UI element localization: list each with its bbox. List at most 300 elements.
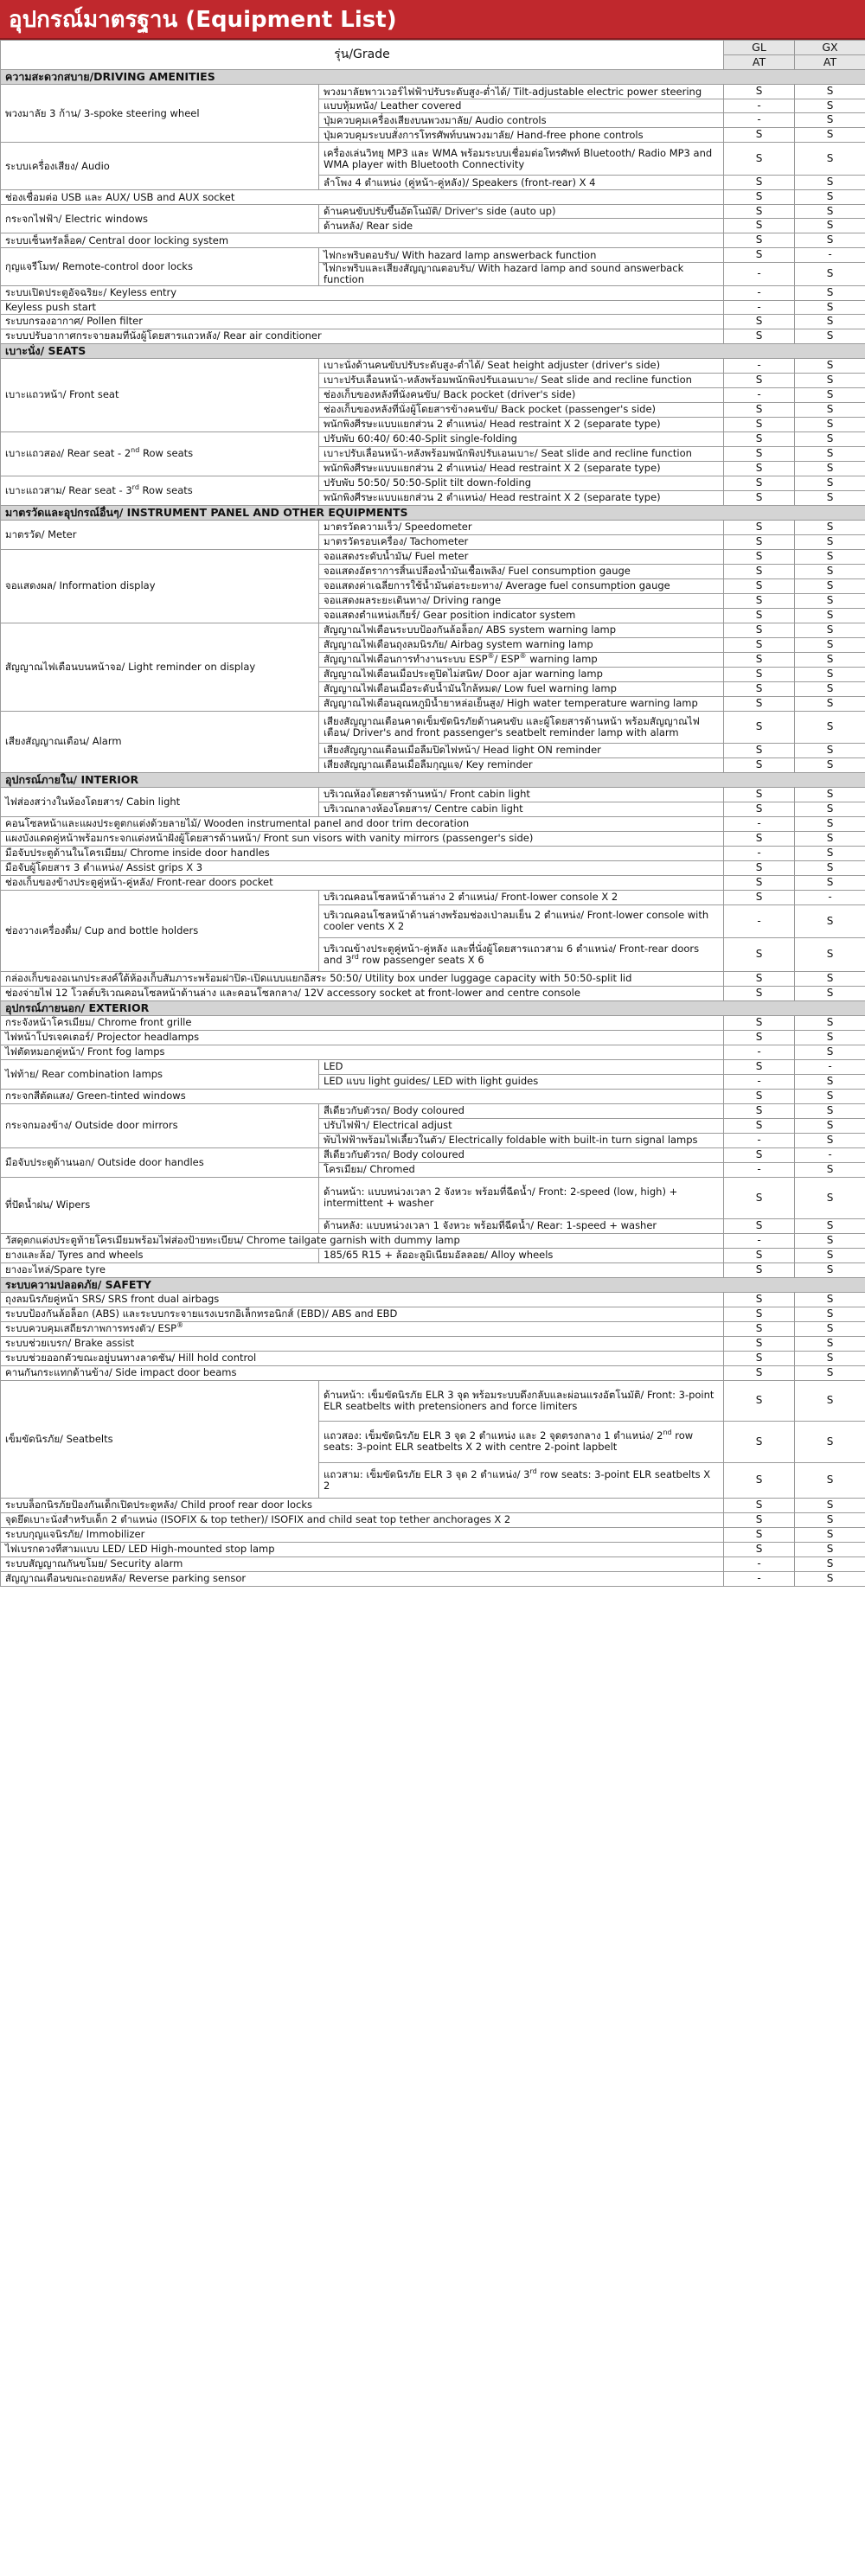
gx-value: S	[795, 652, 865, 667]
feature-category: ถุงลมนิรภัยคู่หน้า SRS/ SRS front dual airbags	[1, 1292, 724, 1307]
feature-detail: สีเดียวกับตัวรถ/ Body coloured	[319, 1103, 724, 1118]
feature-row	[1, 1380, 865, 1421]
feature-row	[1, 1512, 865, 1527]
feature-detail: ปรับพับ 60:40/ 60:40-Split single-folding	[319, 431, 724, 446]
gx-value: S	[795, 667, 865, 681]
feature-category: กระจังหน้าโครเมียม/ Chrome front grille	[1, 1015, 724, 1030]
gx-value: S	[795, 681, 865, 696]
feature-category: เสียงสัญญาณเตือน/ Alarm	[1, 711, 319, 772]
trim-gx: AT	[795, 55, 865, 70]
gx-value: S	[795, 233, 865, 248]
gl-value: S	[724, 1118, 795, 1133]
gl-value: S	[724, 417, 795, 431]
gx-value: S	[795, 113, 865, 128]
feature-row	[1, 1498, 865, 1512]
feature-detail: LED	[319, 1059, 724, 1074]
gl-value: S	[724, 476, 795, 490]
gx-value: S	[795, 190, 865, 205]
gx-value: S	[795, 1015, 865, 1030]
gx-value: S	[795, 373, 865, 387]
feature-row	[1, 205, 865, 219]
gl-value: S	[724, 652, 795, 667]
feature-category: ไฟหน้าโปรเจคเตอร์/ Projector headlamps	[1, 1030, 724, 1045]
gx-value: S	[795, 860, 865, 875]
feature-category: กระจกไฟฟ้า/ Electric windows	[1, 205, 319, 233]
feature-row	[1, 520, 865, 534]
feature-detail: ไฟกะพริบและเสียงสัญญาณตอบรับ/ With hazard lamp and sound answerback function	[319, 263, 724, 286]
gx-value: S	[795, 875, 865, 890]
feature-row	[1, 1030, 865, 1045]
feature-row	[1, 300, 865, 314]
gl-value: S	[724, 875, 795, 890]
feature-category: ระบบควบคุมเสถียรภาพการทรงตัว/ ESP®	[1, 1321, 724, 1336]
feature-detail: เบาะปรับเลื่อนหน้า-หลังพร้อมพนักพิงปรับเอนเบาะ/ Seat slide and recline function	[319, 373, 724, 387]
gl-value: -	[724, 113, 795, 128]
gx-value: S	[795, 986, 865, 1000]
section-title: เบาะนั่ง/ SEATS	[1, 343, 865, 358]
gl-value: S	[724, 520, 795, 534]
gx-value: S	[795, 1074, 865, 1089]
gl-value: S	[724, 402, 795, 417]
gl-value: S	[724, 608, 795, 623]
trim-gl: AT	[724, 55, 795, 70]
gx-value: S	[795, 1089, 865, 1103]
gl-value: -	[724, 816, 795, 831]
feature-category: มือจับผู้โดยสาร 3 ตำแหน่ง/ Assist grips X 3	[1, 860, 724, 875]
gx-value: S	[795, 1498, 865, 1512]
gl-value: S	[724, 1059, 795, 1074]
feature-category: กระจกมองข้าง/ Outside door mirrors	[1, 1103, 319, 1147]
gl-value: S	[724, 1103, 795, 1118]
feature-detail: จอแสดงค่าเฉลี่ยการใช้น้ำมันต่อระยะทาง/ Average fuel consumption gauge	[319, 578, 724, 593]
feature-detail: สีเดียวกับตัวรถ/ Body coloured	[319, 1147, 724, 1162]
gl-value: S	[724, 1177, 795, 1218]
gl-value: S	[724, 490, 795, 505]
gx-value: S	[795, 564, 865, 578]
feature-category: กระจกสีตัดแสง/ Green-tinted windows	[1, 1089, 724, 1103]
gl-value: -	[724, 387, 795, 402]
feature-category: แผงบังแดดคู่หน้าพร้อมกระจกแต่งหน้าฝั่งผู้โดยสารด้านหน้า/ Front sun visors with vanity mirrors (passenger's side)	[1, 831, 724, 846]
gl-value: S	[724, 1147, 795, 1162]
gl-value: S	[724, 1015, 795, 1030]
gx-value: S	[795, 402, 865, 417]
equipment-table	[0, 40, 865, 1587]
feature-detail: แถวสาม: เข็มขัดนิรภัย ELR 3 จุด 2 ตำแหน่ง/ 3rd row seats: 3-point ELR seatbelts X 2	[319, 1462, 724, 1498]
gx-value: S	[795, 1030, 865, 1045]
gl-value: -	[724, 300, 795, 314]
feature-row	[1, 1103, 865, 1118]
gl-value: S	[724, 1321, 795, 1336]
gl-value: -	[724, 1571, 795, 1586]
feature-detail: ด้านหน้า: แบบหน่วงเวลา 2 จังหวะ พร้อมที่ฉีดน้ำ/ Front: 2-speed (low, high) + intermittent + washer	[319, 1177, 724, 1218]
feature-category: วัสดุตกแต่งประตูท้ายโครเมียมพร้อมไฟส่องป้ายทะเบียน/ Chrome tailgate garnish with dummy lamp	[1, 1233, 724, 1248]
gl-value: -	[724, 1074, 795, 1089]
feature-detail: พนักพิงศีรษะแบบแยกส่วน 2 ตำแหน่ง/ Head restraint X 2 (separate type)	[319, 490, 724, 505]
gl-value: S	[724, 681, 795, 696]
feature-detail: สัญญาณไฟเตือนถุงลมนิรภัย/ Airbag system warning lamp	[319, 637, 724, 652]
gx-value: S	[795, 143, 865, 176]
gx-value: S	[795, 787, 865, 802]
gx-value: S	[795, 1262, 865, 1277]
feature-row	[1, 1336, 865, 1351]
section-header-row	[1, 1000, 865, 1015]
feature-category: พวงมาลัย 3 ก้าน/ 3-spoke steering wheel	[1, 85, 319, 143]
gx-value: S	[795, 578, 865, 593]
section-title: มาตรวัดและอุปกรณ์อื่นๆ/ INSTRUMENT PANEL AND OTHER EQUIPMENTS	[1, 505, 865, 520]
feature-detail: พวงมาลัยพาวเวอร์ไฟฟ้าปรับระดับสูง-ต่ำได้/ Tilt-adjustable electric power steering	[319, 85, 724, 99]
feature-detail: ปุ่มควบคุมระบบสั่งการโทรศัพท์บนพวงมาลัย/ Hand-free phone controls	[319, 128, 724, 143]
feature-detail: พนักพิงศีรษะแบบแยกส่วน 2 ตำแหน่ง/ Head restraint X 2 (separate type)	[319, 417, 724, 431]
feature-row	[1, 85, 865, 99]
feature-detail: มาตรวัดรอบเครื่อง/ Tachometer	[319, 534, 724, 549]
gx-value: S	[795, 1527, 865, 1542]
feature-detail: พนักพิงศีรษะแบบแยกส่วน 2 ตำแหน่ง/ Head restraint X 2 (separate type)	[319, 461, 724, 476]
gl-value: S	[724, 1512, 795, 1527]
feature-category: ระบบช่วยออกตัวขณะอยู่บนทางลาดชัน/ Hill hold control	[1, 1351, 724, 1365]
gl-value: -	[724, 358, 795, 373]
feature-category: สัญญาณเตือนขณะถอยหลัง/ Reverse parking sensor	[1, 1571, 724, 1586]
feature-row	[1, 986, 865, 1000]
feature-detail: จอแสดงตำแหน่งเกียร์/ Gear position indicator system	[319, 608, 724, 623]
gx-value: S	[795, 446, 865, 461]
gx-value: S	[795, 696, 865, 711]
grade-gl: GL	[724, 41, 795, 55]
gx-value: S	[795, 534, 865, 549]
feature-detail: ปรับไฟฟ้า/ Electrical adjust	[319, 1118, 724, 1133]
feature-row	[1, 1262, 865, 1277]
gl-value: S	[724, 446, 795, 461]
gl-value: S	[724, 1421, 795, 1462]
feature-row	[1, 1177, 865, 1218]
gl-value: S	[724, 623, 795, 637]
gl-value: -	[724, 1556, 795, 1571]
feature-detail: แบบหุ้มหนัง/ Leather covered	[319, 99, 724, 113]
feature-category: เบาะแถวสอง/ Rear seat - 2nd Row seats	[1, 431, 319, 476]
gl-value: S	[724, 85, 795, 99]
feature-row	[1, 431, 865, 446]
gl-value: S	[724, 1248, 795, 1262]
feature-detail: เครื่องเล่นวิทยุ MP3 และ WMA พร้อมระบบเชื่อมต่อโทรศัพท์ Bluetooth/ Radio MP3 and WMA player with Bluetooth Connectivity	[319, 143, 724, 176]
gl-value: S	[724, 373, 795, 387]
feature-category: ช่องเก็บของข้างประตูคู่หน้า-คู่หลัง/ Front-rear doors pocket	[1, 875, 724, 890]
feature-row	[1, 1248, 865, 1262]
feature-row	[1, 476, 865, 490]
gl-value: S	[724, 1527, 795, 1542]
gx-value: S	[795, 1248, 865, 1262]
feature-category: ระบบกรองอากาศ/ Pollen filter	[1, 314, 724, 329]
section-title: อุปกรณ์ภายใน/ INTERIOR	[1, 772, 865, 787]
feature-category: ช่องจ่ายไฟ 12 โวลต์บริเวณคอนโซลหน้าด้านล่าง และคอนโซลกลาง/ 12V accessory socket at front-lower and centre console	[1, 986, 724, 1000]
gx-value: S	[795, 85, 865, 99]
feature-category: จุดยึดเบาะนั่งสำหรับเด็ก 2 ตำแหน่ง (ISOFIX & top tether)/ ISOFIX and child seat top tether anchorages X 2	[1, 1512, 724, 1527]
feature-category: ระบบสัญญาณกันขโมย/ Security alarm	[1, 1556, 724, 1571]
feature-detail: แถวสอง: เข็มขัดนิรภัย ELR 3 จุด 2 ตำแหน่ง และ 2 จุดตรงกลาง 1 ตำแหน่ง/ 2nd row seats: 3-point ELR seatbelts X 2 with centre 2-point lapbelt	[319, 1421, 724, 1462]
gx-value: S	[795, 1118, 865, 1133]
feature-row	[1, 248, 865, 263]
gx-value: S	[795, 971, 865, 986]
feature-row	[1, 1045, 865, 1059]
feature-row	[1, 1059, 865, 1074]
gx-value: S	[795, 1045, 865, 1059]
gx-value: S	[795, 1177, 865, 1218]
gl-value: S	[724, 971, 795, 986]
gl-value: S	[724, 219, 795, 233]
gx-value: S	[795, 846, 865, 860]
gx-value: S	[795, 937, 865, 971]
feature-category: ไฟท้าย/ Rear combination lamps	[1, 1059, 319, 1089]
gl-value: S	[724, 1351, 795, 1365]
feature-row	[1, 1147, 865, 1162]
gx-value: S	[795, 831, 865, 846]
feature-row	[1, 787, 865, 802]
feature-detail: โครเมียม/ Chromed	[319, 1162, 724, 1177]
document-title: อุปกรณ์มาตรฐาน (Equipment List)	[0, 0, 865, 40]
gl-value: S	[724, 431, 795, 446]
feature-row	[1, 1321, 865, 1336]
gl-value: -	[724, 1045, 795, 1059]
gl-value: S	[724, 248, 795, 263]
feature-category: จอแสดงผล/ Information display	[1, 549, 319, 623]
gx-value: -	[795, 1147, 865, 1162]
gx-value: S	[795, 329, 865, 343]
feature-category: เบาะแถวสาม/ Rear seat - 3rd Row seats	[1, 476, 319, 505]
gx-value: S	[795, 1321, 865, 1336]
gl-value: S	[724, 711, 795, 743]
gx-value: S	[795, 1571, 865, 1586]
feature-detail: บริเวณคอนโซลหน้าด้านล่างพร้อมช่องเป่าลมเย็น 2 ตำแหน่ง/ Front-lower console with cooler vents X 2	[319, 904, 724, 937]
feature-row	[1, 549, 865, 564]
gx-value: S	[795, 1233, 865, 1248]
feature-row	[1, 846, 865, 860]
gx-value: S	[795, 490, 865, 505]
gx-value: S	[795, 1421, 865, 1462]
feature-category: ยางอะไหล่/Spare tyre	[1, 1262, 724, 1277]
gx-value: S	[795, 1462, 865, 1498]
gx-value: S	[795, 387, 865, 402]
gl-value: S	[724, 937, 795, 971]
feature-row	[1, 1571, 865, 1586]
gx-value: S	[795, 520, 865, 534]
gl-value: S	[724, 461, 795, 476]
feature-detail: บริเวณข้างประตูคู่หน้า-คู่หลัง และที่นั่งผู้โดยสารแถวสาม 6 ตำแหน่ง/ Front-rear doors and 3rd row passenger seats X 6	[319, 937, 724, 971]
feature-detail: พับไฟฟ้าพร้อมไฟเลี้ยวในตัว/ Electrically foldable with built-in turn signal lamps	[319, 1133, 724, 1147]
gl-value: S	[724, 1542, 795, 1556]
feature-row	[1, 1527, 865, 1542]
feature-category: ที่ปัดน้ำฝน/ Wipers	[1, 1177, 319, 1233]
gx-value: S	[795, 1162, 865, 1177]
feature-category: ระบบป้องกันล้อล็อก (ABS) และระบบกระจายแรงเบรกอิเล็กทรอนิกส์ (EBD)/ ABS and EBD	[1, 1307, 724, 1321]
feature-row	[1, 1233, 865, 1248]
gx-value: S	[795, 176, 865, 190]
gl-value: -	[724, 1233, 795, 1248]
gl-value: -	[724, 1162, 795, 1177]
gx-value: S	[795, 285, 865, 300]
feature-row	[1, 816, 865, 831]
gx-value: S	[795, 1336, 865, 1351]
gl-value: -	[724, 846, 795, 860]
feature-category: ระบบช่วยเบรก/ Brake assist	[1, 1336, 724, 1351]
gx-value: S	[795, 743, 865, 757]
feature-row	[1, 623, 865, 637]
gl-value: S	[724, 802, 795, 816]
gx-value: S	[795, 1307, 865, 1321]
gl-value: S	[724, 1262, 795, 1277]
feature-row	[1, 190, 865, 205]
feature-detail: ด้านหลัง/ Rear side	[319, 219, 724, 233]
gx-value: S	[795, 904, 865, 937]
feature-row	[1, 890, 865, 904]
gx-value: S	[795, 417, 865, 431]
section-header-row	[1, 1277, 865, 1292]
gl-value: S	[724, 787, 795, 802]
feature-category: มาตรวัด/ Meter	[1, 520, 319, 549]
gl-value: S	[724, 1462, 795, 1498]
gl-value: S	[724, 1365, 795, 1380]
feature-row	[1, 285, 865, 300]
gl-value: S	[724, 831, 795, 846]
feature-detail: ปรับพับ 50:50/ 50:50-Split tilt down-folding	[319, 476, 724, 490]
feature-detail: ช่องเก็บของหลังที่นั่งผู้โดยสารข้างคนขับ/ Back pocket (passenger's side)	[319, 402, 724, 417]
feature-detail: จอแสดงผลระยะเดินทาง/ Driving range	[319, 593, 724, 608]
gl-value: S	[724, 1498, 795, 1512]
feature-category: สัญญาณไฟเตือนบนหน้าจอ/ Light reminder on display	[1, 623, 319, 711]
feature-detail: ปุ่มควบคุมเครื่องเสียงบนพวงมาลัย/ Audio controls	[319, 113, 724, 128]
gl-value: S	[724, 534, 795, 549]
grade-gx: GX	[795, 41, 865, 55]
feature-category: กล่องเก็บของอเนกประสงค์ใต้ห้องเก็บสัมภาระพร้อมฝาปิด-เปิดแบบแยกอิสระ 50:50/ Utility box under luggage capacity with 50:50-split lid	[1, 971, 724, 986]
feature-detail: สัญญาณไฟเตือนเมื่อระดับน้ำมันใกล้หมด/ Low fuel warning lamp	[319, 681, 724, 696]
gx-value: S	[795, 549, 865, 564]
gl-value: S	[724, 143, 795, 176]
gx-value: S	[795, 1218, 865, 1233]
gx-value: S	[795, 816, 865, 831]
gx-value: S	[795, 128, 865, 143]
feature-category: กุญแจรีโมท/ Remote-control door locks	[1, 248, 319, 286]
gx-value: S	[795, 623, 865, 637]
feature-category: เข็มขัดนิรภัย/ Seatbelts	[1, 1380, 319, 1498]
feature-detail: บริเวณคอนโซลหน้าด้านล่าง 2 ตำแหน่ง/ Front-lower console X 2	[319, 890, 724, 904]
feature-category: มือจับประตูด้านในโครเมียม/ Chrome inside door handles	[1, 846, 724, 860]
gx-value: S	[795, 263, 865, 286]
gl-value: S	[724, 176, 795, 190]
gx-value: S	[795, 476, 865, 490]
gx-value: S	[795, 757, 865, 772]
gl-value: S	[724, 593, 795, 608]
gx-value: S	[795, 99, 865, 113]
feature-category: ไฟเบรกดวงที่สามแบบ LED/ LED High-mounted stop lamp	[1, 1542, 724, 1556]
gl-value: -	[724, 99, 795, 113]
feature-detail: เสียงสัญญาณเตือนคาดเข็มขัดนิรภัยด้านคนขับ และผู้โดยสารด้านหน้า พร้อมสัญญาณไฟเตือน/ Driver's and front passenger's seatbelt reminder lamp with alarm	[319, 711, 724, 743]
feature-detail: บริเวณกลางห้องโดยสาร/ Centre cabin light	[319, 802, 724, 816]
section-header-row	[1, 505, 865, 520]
feature-row	[1, 314, 865, 329]
feature-detail: ลำโพง 4 ตำแหน่ง (คู่หน้า-คู่หลัง)/ Speakers (front-rear) X 4	[319, 176, 724, 190]
feature-detail: เบาะนั่งด้านคนขับปรับระดับสูง-ต่ำได้/ Seat height adjuster (driver's side)	[319, 358, 724, 373]
feature-category: ระบบปรับอากาศกระจายลมที่นั่งผู้โดยสารแถวหลัง/ Rear air conditioner	[1, 329, 724, 343]
gx-value: S	[795, 593, 865, 608]
feature-category: คอนโซลหน้าและแผงประตูตกแต่งด้วยลายไม้/ Wooden instrumental panel and door trim decoration	[1, 816, 724, 831]
gx-value: S	[795, 1556, 865, 1571]
feature-row	[1, 1089, 865, 1103]
grade-header-label: รุ่น/Grade	[1, 41, 724, 70]
gx-value: S	[795, 608, 865, 623]
feature-category: คานกันกระแทกด้านข้าง/ Side impact door beams	[1, 1365, 724, 1380]
gl-value: S	[724, 637, 795, 652]
feature-row	[1, 1307, 865, 1321]
gl-value: S	[724, 190, 795, 205]
section-header-row	[1, 70, 865, 85]
gx-value: S	[795, 461, 865, 476]
gl-value: S	[724, 1380, 795, 1421]
feature-category: ไฟตัดหมอกคู่หน้า/ Front fog lamps	[1, 1045, 724, 1059]
feature-row	[1, 233, 865, 248]
gl-value: S	[724, 329, 795, 343]
feature-row	[1, 1292, 865, 1307]
section-header-row	[1, 772, 865, 787]
feature-category: ระบบเครื่องเสียง/ Audio	[1, 143, 319, 190]
gl-value: -	[724, 285, 795, 300]
feature-detail: จอแสดงระดับน้ำมัน/ Fuel meter	[319, 549, 724, 564]
section-title: ความสะดวกสบาย/DRIVING AMENITIES	[1, 70, 865, 85]
feature-detail: สัญญาณไฟเตือนเมื่อประตูปิดไม่สนิท/ Door ajar warning lamp	[319, 667, 724, 681]
feature-detail: สัญญาณไฟเตือนระบบป้องกันล้อล็อก/ ABS system warning lamp	[319, 623, 724, 637]
gx-value: S	[795, 1542, 865, 1556]
gl-value: S	[724, 1089, 795, 1103]
gl-value: S	[724, 233, 795, 248]
gx-value: S	[795, 637, 865, 652]
section-title: อุปกรณ์ภายนอก/ EXTERIOR	[1, 1000, 865, 1015]
feature-row	[1, 143, 865, 176]
gx-value: S	[795, 1380, 865, 1421]
feature-detail: จอแสดงอัตราการสิ้นเปลืองน้ำมันเชื้อเพลิง/ Fuel consumption gauge	[319, 564, 724, 578]
feature-category: ระบบเปิดประตูอัจฉริยะ/ Keyless entry	[1, 285, 724, 300]
equipment-table-body	[1, 41, 865, 1587]
gl-value: S	[724, 205, 795, 219]
gl-value: S	[724, 860, 795, 875]
feature-category: ช่องเชื่อมต่อ USB และ AUX/ USB and AUX socket	[1, 190, 724, 205]
feature-category: ยางและล้อ/ Tyres and wheels	[1, 1248, 319, 1262]
feature-category: ระบบกุญแจนิรภัย/ Immobilizer	[1, 1527, 724, 1542]
feature-detail: ด้านคนขับปรับขึ้นอัตโนมัติ/ Driver's side (auto up)	[319, 205, 724, 219]
gl-value: S	[724, 743, 795, 757]
feature-row	[1, 860, 865, 875]
gl-value: S	[724, 1292, 795, 1307]
feature-row	[1, 329, 865, 343]
gx-value: S	[795, 358, 865, 373]
gl-value: -	[724, 263, 795, 286]
feature-detail: เสียงสัญญาณเตือนเมื่อลืมปิดไฟหน้า/ Head light ON reminder	[319, 743, 724, 757]
feature-category: มือจับประตูด้านนอก/ Outside door handles	[1, 1147, 319, 1177]
gl-value: S	[724, 564, 795, 578]
gl-value: S	[724, 128, 795, 143]
feature-category: ระบบเซ็นทรัลล็อค/ Central door locking system	[1, 233, 724, 248]
gx-value: -	[795, 890, 865, 904]
feature-detail: 185/65 R15 + ล้ออะลูมิเนียมอัลลอย/ Alloy wheels	[319, 1248, 724, 1262]
section-title: ระบบความปลอดภัย/ SAFETY	[1, 1277, 865, 1292]
feature-row	[1, 358, 865, 373]
gl-value: -	[724, 904, 795, 937]
feature-row	[1, 1365, 865, 1380]
feature-detail: LED แบบ light guides/ LED with light guides	[319, 1074, 724, 1089]
gx-value: S	[795, 1512, 865, 1527]
gx-value: S	[795, 314, 865, 329]
grade-header-row	[1, 41, 865, 55]
feature-detail: สัญญาณไฟเตือนอุณหภูมิน้ำยาหล่อเย็นสูง/ High water temperature warning lamp	[319, 696, 724, 711]
gl-value: S	[724, 986, 795, 1000]
feature-category: ระบบล็อกนิรภัยป้องกันเด็กเปิดประตูหลัง/ Child proof rear door locks	[1, 1498, 724, 1512]
feature-detail: มาตรวัดความเร็ว/ Speedometer	[319, 520, 724, 534]
feature-row	[1, 971, 865, 986]
